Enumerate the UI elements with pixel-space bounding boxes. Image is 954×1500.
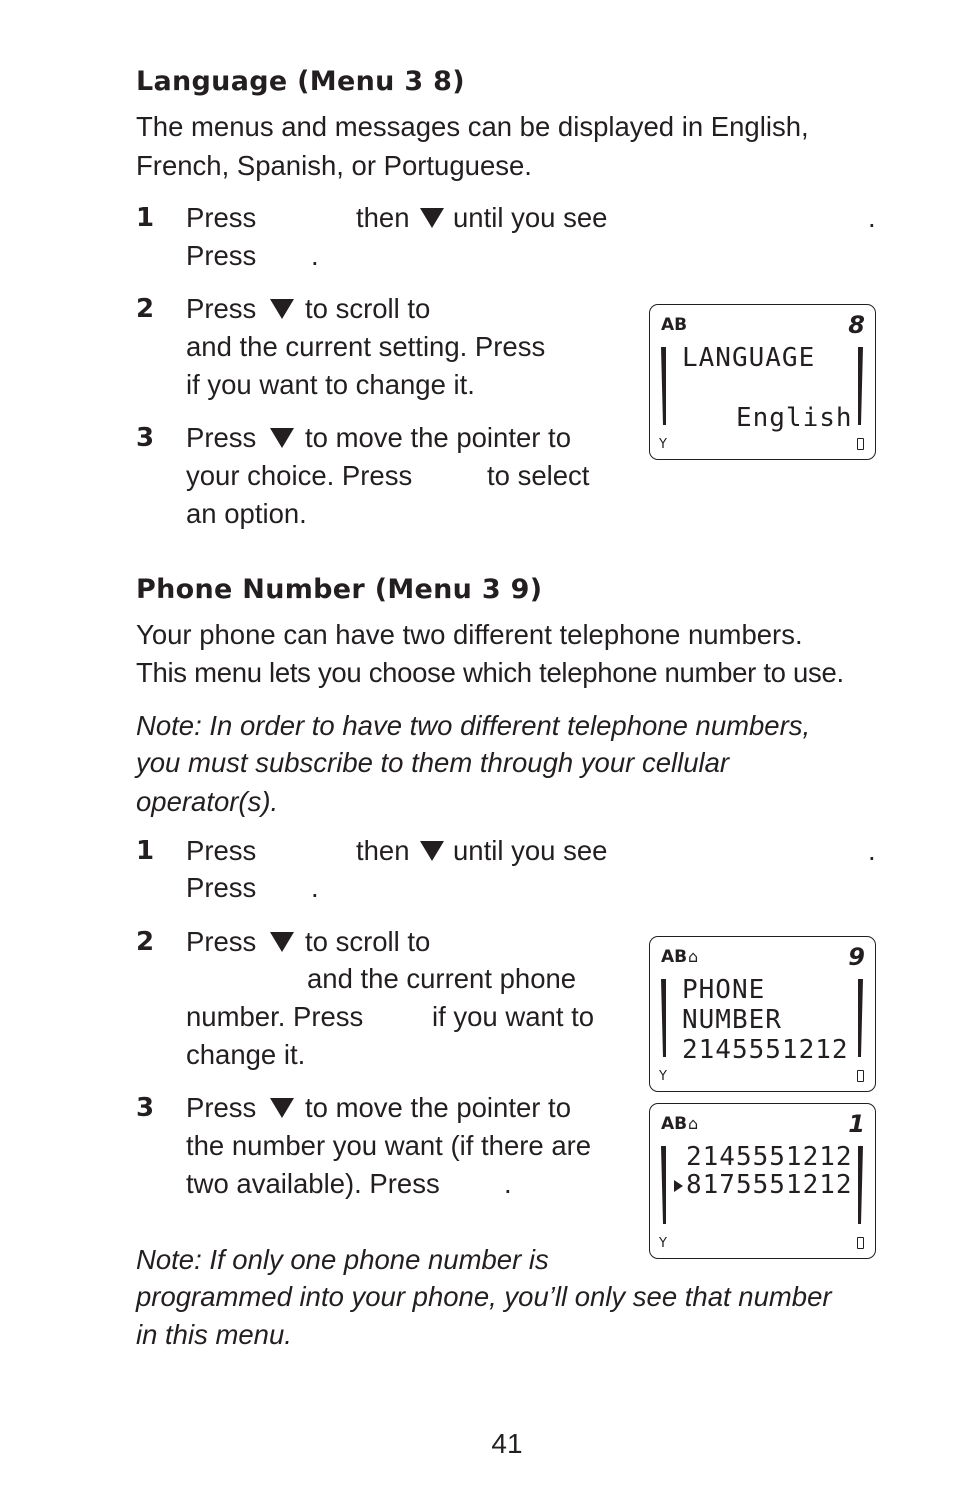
step-text: until you see	[453, 835, 608, 866]
step-text: if you want to change it.	[186, 369, 475, 400]
step-text: Press	[186, 202, 257, 233]
step-text: then	[356, 835, 410, 866]
down-arrow-icon	[268, 290, 296, 328]
page-number: 41	[491, 1428, 523, 1459]
step-text: .	[868, 202, 876, 233]
language-intro-line-1: The menus and messages can be displayed in English,	[136, 111, 809, 142]
step-number: 2	[136, 294, 155, 324]
step-number: 2	[136, 927, 155, 957]
final-note-line: programmed into your phone, you’ll only see that number	[136, 1281, 832, 1312]
menu-number: 1	[848, 1110, 865, 1138]
down-arrow-icon	[268, 1089, 296, 1127]
note-line: you must subscribe to them through your cellular	[136, 747, 730, 778]
language-heading: Language (Menu 3 8)	[136, 66, 465, 97]
display-indicator: AB	[661, 947, 688, 967]
pointer-icon	[674, 1180, 683, 1199]
display-row: 2145551212	[686, 1142, 853, 1172]
menu-number: 9	[848, 943, 865, 971]
display-row: NUMBER	[682, 1005, 782, 1035]
display-row: English	[686, 403, 853, 433]
step-text: number. Press	[186, 1001, 364, 1032]
phone-display-language	[649, 304, 876, 460]
down-arrow-icon	[418, 199, 446, 237]
step-text: two available). Press	[186, 1168, 440, 1199]
step-text: .	[311, 872, 319, 903]
down-arrow-icon	[268, 419, 296, 457]
menu-number: 8	[848, 311, 865, 339]
step-text: your choice. Press	[186, 460, 413, 491]
battery-icon	[857, 1237, 864, 1249]
antenna-icon: Y	[659, 1069, 667, 1084]
battery-icon	[857, 438, 864, 450]
phone-number-heading: Phone Number (Menu 3 9)	[136, 574, 543, 605]
antenna-icon: Y	[659, 1236, 667, 1251]
final-note-line: Note: If only one phone number is	[136, 1244, 549, 1275]
step-text: to scroll to	[305, 926, 431, 957]
step-text: Press	[186, 926, 257, 957]
step-text: to move the pointer to	[305, 1092, 571, 1123]
step-text: to move the pointer to	[305, 422, 571, 453]
step-text: the number you want (if there are	[186, 1130, 592, 1161]
step-text: .	[868, 835, 876, 866]
final-note-line: in this menu.	[136, 1319, 292, 1350]
step-text: then	[356, 202, 410, 233]
step-number: 3	[136, 423, 155, 453]
step-text: Press	[186, 240, 257, 271]
phone-intro-line-1: Your phone can have two different telephone numbers.	[136, 619, 803, 650]
note-line: Note: In order to have two different telephone numbers,	[136, 710, 811, 741]
battery-bar-icon	[858, 1146, 863, 1224]
battery-icon	[857, 1070, 864, 1082]
step-text: .	[504, 1168, 512, 1199]
signal-bar-icon	[661, 979, 666, 1057]
phone-display-phone-number	[649, 936, 876, 1092]
step-text: to select	[487, 460, 590, 491]
step-text: if you want to	[432, 1001, 595, 1032]
antenna-icon: Y	[659, 437, 667, 452]
down-arrow-icon	[268, 923, 296, 961]
step-text: Press	[186, 1092, 257, 1123]
step-text: Press	[186, 872, 257, 903]
step-text: until you see	[453, 202, 608, 233]
battery-bar-icon	[858, 979, 863, 1057]
display-indicator: AB	[661, 1114, 688, 1134]
display-row: PHONE	[682, 975, 766, 1005]
step-number: 1	[136, 836, 155, 866]
display-row-selected: 8175551212	[686, 1170, 853, 1200]
step-text: an option.	[186, 498, 307, 529]
down-arrow-icon	[418, 832, 446, 870]
step-number: 1	[136, 203, 155, 233]
phone-display-number-select	[649, 1103, 876, 1259]
note-line: operator(s).	[136, 786, 279, 817]
step-number: 3	[136, 1093, 155, 1123]
step-text: Press	[186, 835, 257, 866]
step-text: Press	[186, 293, 257, 324]
step-text: and the current phone	[307, 963, 577, 994]
home-icon: ⌂	[688, 947, 699, 966]
display-indicator: AB	[661, 315, 688, 335]
step-text: .	[311, 240, 319, 271]
battery-bar-icon	[858, 347, 863, 425]
display-row: LANGUAGE	[682, 343, 816, 373]
display-row: 2145551212	[682, 1035, 849, 1065]
phone-intro-line-2: This menu lets you choose which telephone number to use.	[136, 657, 844, 688]
step-text: to scroll to	[305, 293, 431, 324]
step-text: change it.	[186, 1039, 306, 1070]
language-intro-line-2: French, Spanish, or Portuguese.	[136, 150, 532, 181]
signal-bar-icon	[661, 1146, 666, 1224]
home-icon: ⌂	[688, 1114, 699, 1133]
step-text: Press	[186, 422, 257, 453]
step-text: and the current setting. Press	[186, 331, 546, 362]
signal-bar-icon	[661, 347, 666, 425]
